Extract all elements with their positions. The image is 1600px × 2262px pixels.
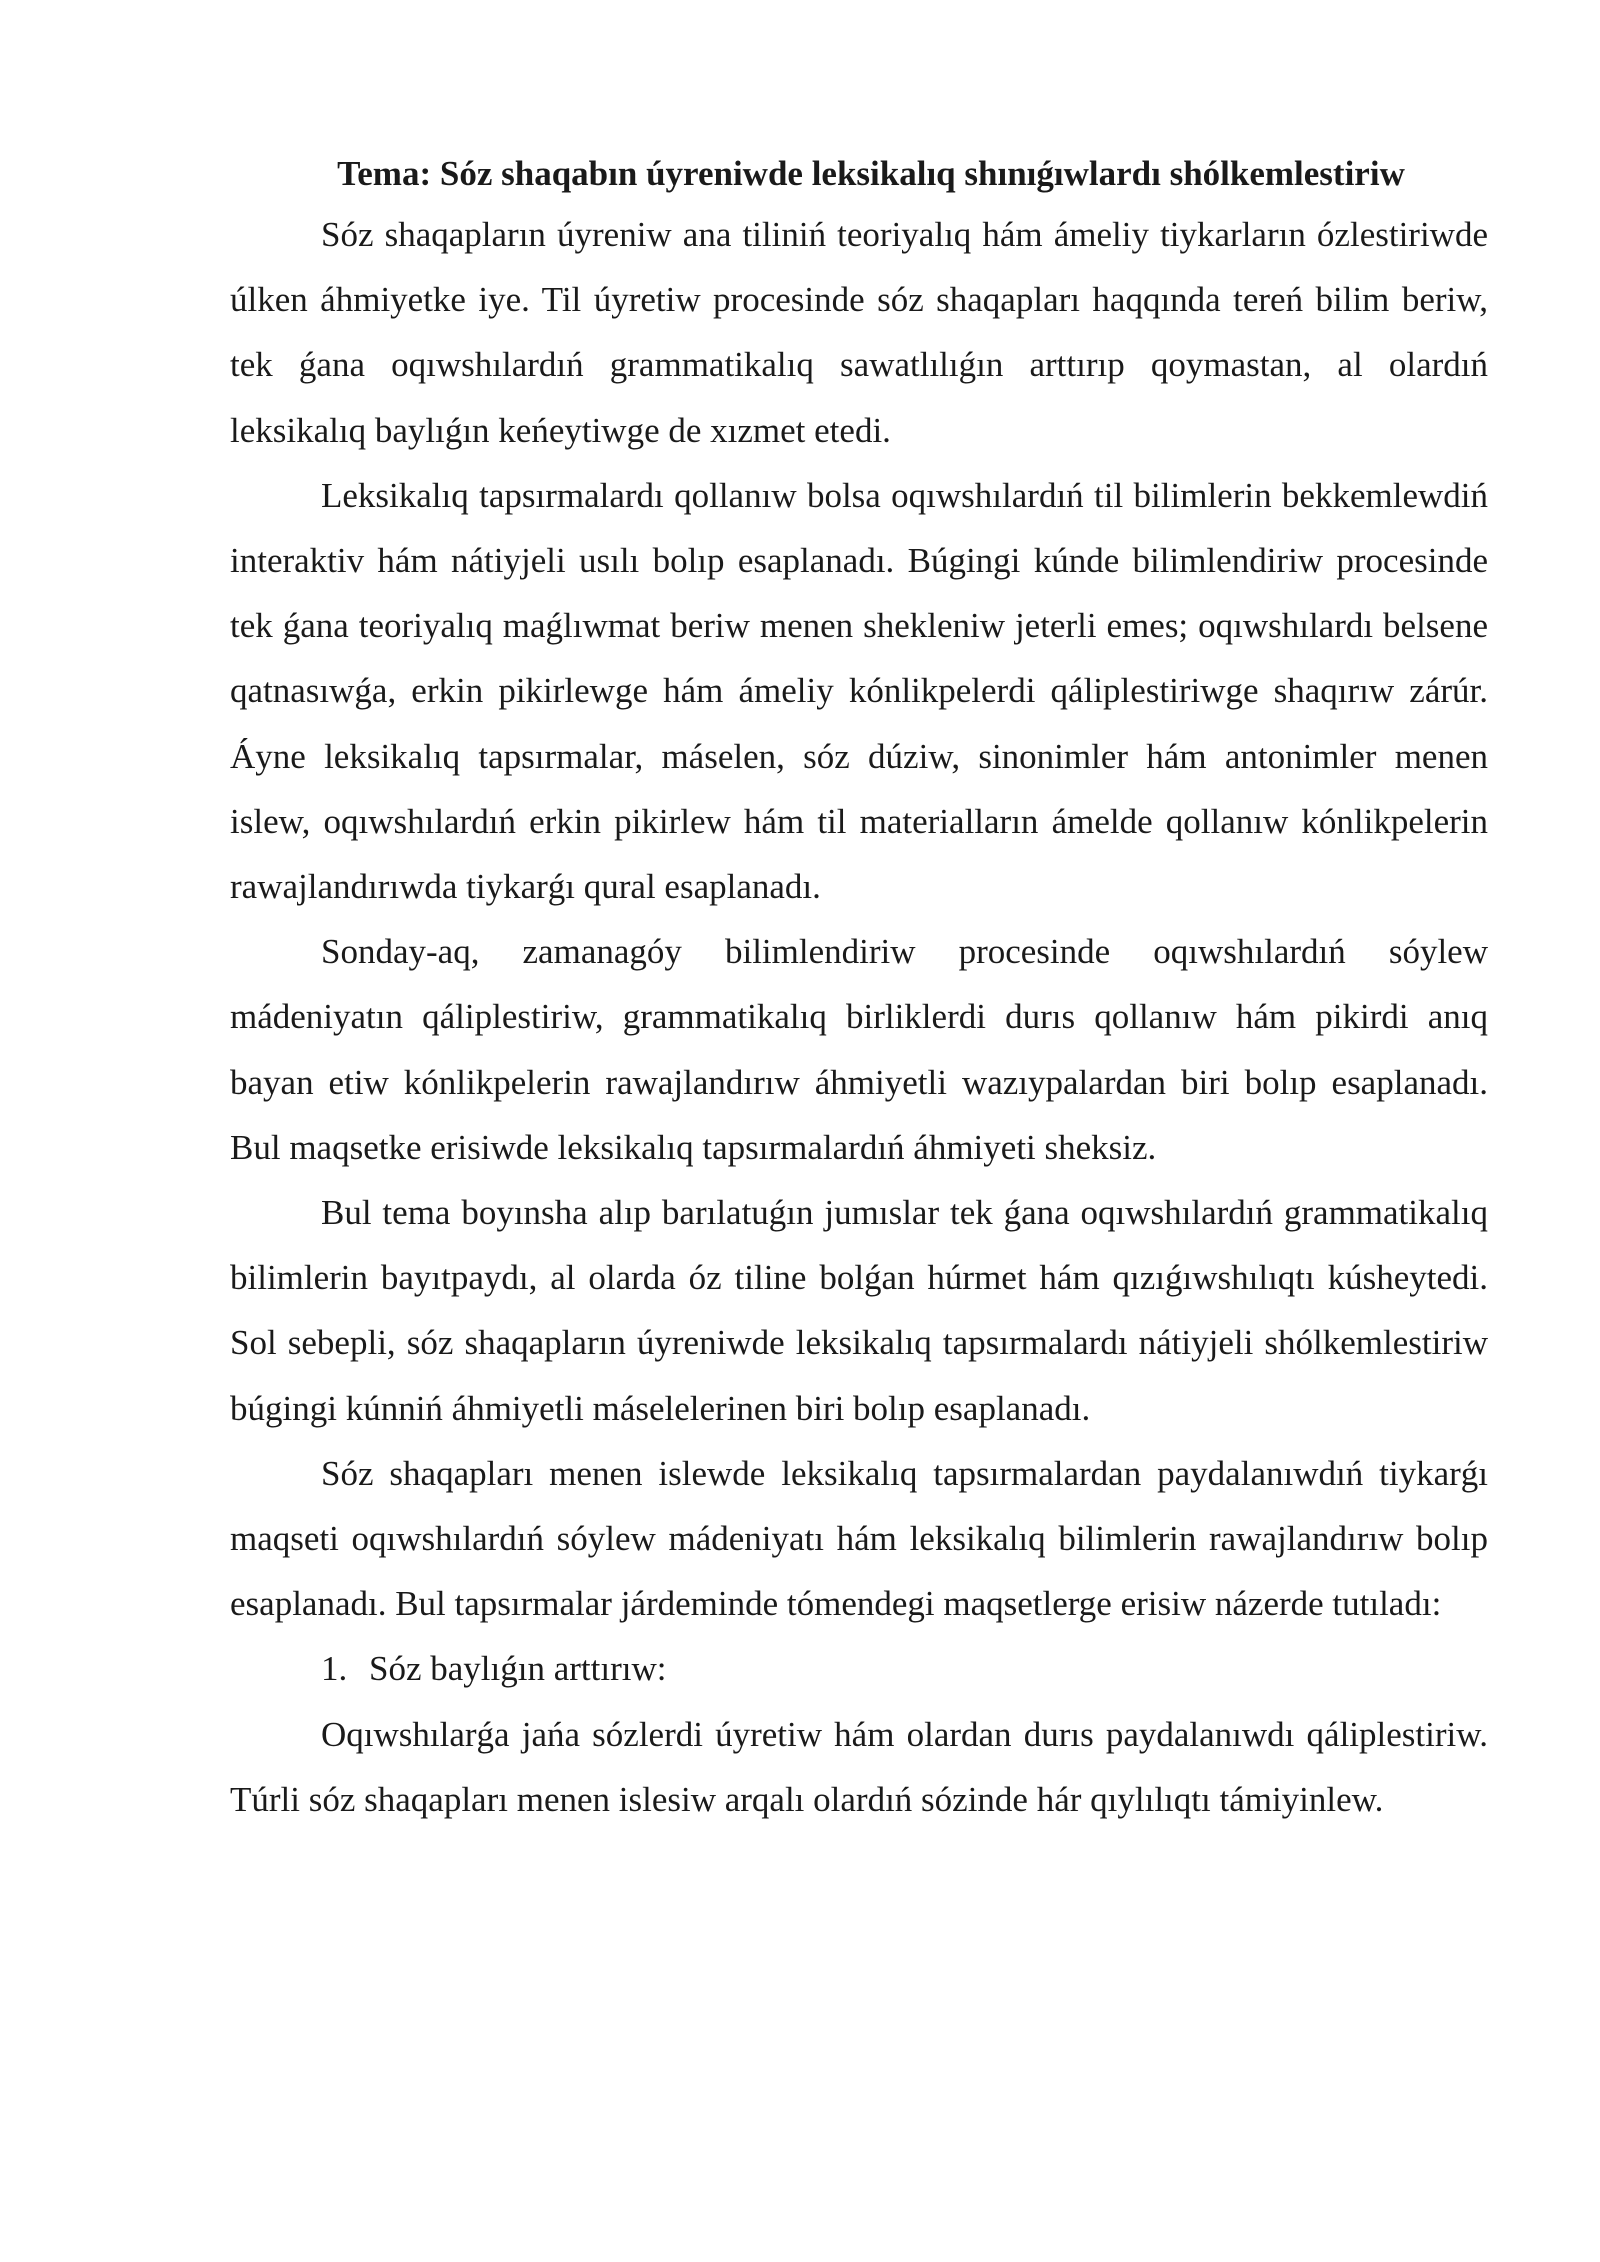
list-item-text: Sóz baylıǵın arttırıw:	[369, 1649, 667, 1689]
list-item-number: 1.	[321, 1649, 348, 1689]
paragraph-3: Sonday-aq, zamanagóy bilimlendiriw procesinde oqıwshılardıń sóylew mádeniyatın qáliplestiriw, grammatikalıq birliklerdi durıs qollanıw hám pikirdi anıq bayan etiw kónlikpelerin rawajlandırıw áhmiyetli wazıypalardan biri bolıp esaplanadı. Bul maqsetke erisiwde leksikalıq tapsırmalardıń áhmiyeti sheksiz.	[230, 932, 1488, 1167]
paragraph-6: Oqıwshılarǵa jańa sózlerdi úyretiw hám olardan durıs paydalanıwdı qáliplestiriw. Túrli sóz shaqapları menen islesiw arqalı olardıń sózinde hár qıylılıqtı támiyinlew.	[230, 1714, 1488, 1819]
paragraph-2: Leksikalıq tapsırmalardı qollanıw bolsa oqıwshılardıń til bilimlerin bekkemlewdiń interaktiv hám nátiyjeli usılı bolıp esaplanadı. Búgingi kúnde bilimlendiriw procesinde tek ǵana teoriyalıq maǵlıwmat beriw menen shekleniw jeterli emes; oqıwshılardı belsene qatnasıwǵa, erkin pikirlewge hám ámeliy kónlikpelerdi qáliplestiriwge shaqırıw zárúr. Áyne leksikalıq tapsırmalar, máselen, sóz dúziw, sinonimler hám antonimler menen islew, oqıwshılardıń erkin pikirlew hám til materialların ámelde qollanıw kónlikpelerin rawajlandırıwda tiykarǵı qural esaplanadı.	[230, 475, 1488, 907]
numbered-list-item	[230, 1636, 1488, 1701]
document-title: Tema: Sóz shaqabın úyreniwde leksikalıq shınıǵıwlardı shólkemlestiriw	[337, 154, 1405, 193]
paragraph-1: Sóz shaqapların úyreniw ana tiliniń teoriyalıq hám ámeliy tiykarların ózlestiriwde úlken áhmiyetke iye. Til úyretiw procesinde sóz shaqapları haqqında tereń bilim beriw, tek ǵana oqıwshılardıń grammatikalıq sawatlılıǵın arttırıp qoymastan, al olardıń leksikalıq baylıǵın keńeytiwge de xızmet etedi.	[230, 215, 1488, 450]
paragraph-4: Bul tema boyınsha alıp barılatuǵın jumıslar tek ǵana oqıwshılardıń grammatikalıq bilimlerin bayıtpaydı, al olarda óz tiline bolǵan húrmet hám qızıǵıwshılıqtı kúsheytedi. Sol sebepli, sóz shaqapların úyreniwde leksikalıq tapsırmalardı nátiyjeli shólkemlestiriw búgingi kúnniń áhmiyetli máselelerinen biri bolıp esaplanadı.	[230, 1193, 1488, 1428]
document-page	[230, 146, 1488, 1832]
paragraph-5: Sóz shaqapları menen islewde leksikalıq tapsırmalardan paydalanıwdıń tiykarǵı maqseti oqıwshılardıń sóylew mádeniyatı hám leksikalıq bilimlerin rawajlandırıw bolıp esaplanadı. Bul tapsırmalar járdeminde tómendegi maqsetlerge erisiw názerde tutıladı:	[230, 1453, 1488, 1624]
